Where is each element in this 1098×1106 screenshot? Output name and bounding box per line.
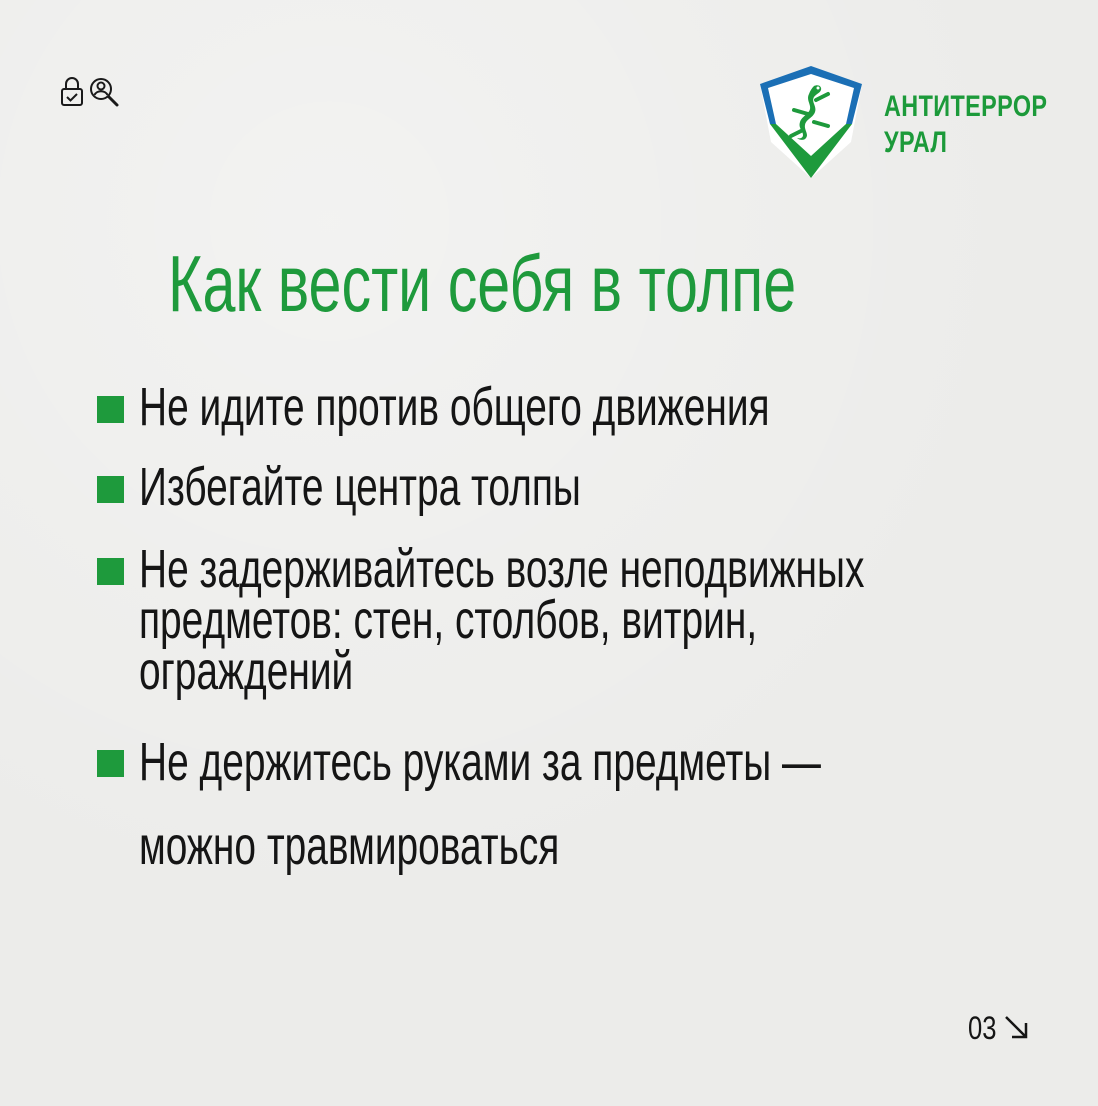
header-icons: [60, 76, 120, 108]
bullet-square: [97, 396, 124, 423]
list-item-text: [139, 720, 821, 888]
list-item-line: предметов: стен, столбов, витрин,: [139, 590, 758, 650]
logo-line-2: УРАЛ: [884, 125, 948, 159]
list-item-line: Не держитесь руками за предметы —: [139, 732, 821, 792]
logo-text: [884, 89, 1047, 161]
list-item-text: [139, 539, 865, 701]
list-item-line: Не задерживайтесь возле неподвижных: [139, 539, 865, 599]
bullet-square: [97, 558, 124, 585]
user-search-icon: [88, 76, 120, 108]
page-number: [968, 1010, 1032, 1046]
list-item-text: [139, 377, 770, 437]
bullet-square: [97, 750, 124, 777]
list-item-line: можно травмироваться: [139, 816, 560, 876]
list-item-line: Не идите против общего движения: [139, 377, 770, 437]
page-title: Как вести себя в толпе: [168, 239, 797, 328]
bullet-square: [97, 476, 124, 503]
logo: [756, 64, 1094, 185]
list-item-line: ограждений: [139, 641, 354, 701]
list-item-line: Избегайте центра толпы: [139, 457, 581, 517]
arrow-down-right-icon: [1002, 1013, 1032, 1043]
logo-line-1: АНТИТЕРРОР: [884, 89, 1048, 123]
page-number-text: 03: [968, 1010, 997, 1046]
list-item-text: [139, 457, 581, 517]
lock-check-icon: [60, 76, 84, 108]
shield-lizard-icon: [756, 64, 866, 185]
